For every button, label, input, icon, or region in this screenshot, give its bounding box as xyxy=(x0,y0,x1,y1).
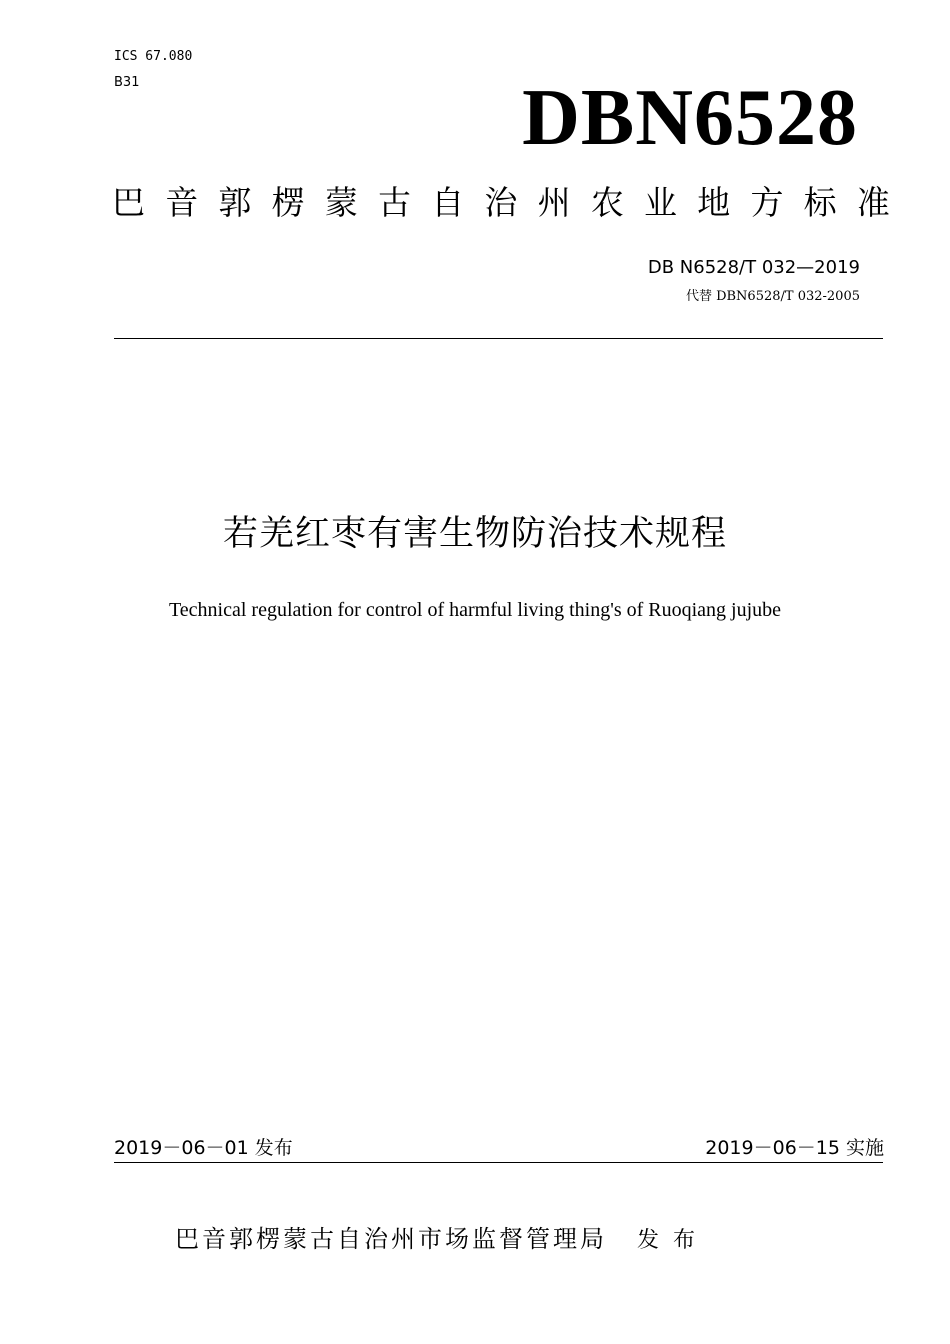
issue-label: 发布 xyxy=(637,1228,710,1253)
replaces-standard: 代替 DBN6528/T 032-2005 xyxy=(685,289,860,304)
standard-type-char: 治 xyxy=(484,183,518,222)
standard-type-char: 准 xyxy=(856,183,890,222)
title-chinese: 若羌红枣有害生物防治技术规程 xyxy=(222,514,727,554)
standard-type-char: 业 xyxy=(644,183,678,222)
issuing-authority: 巴音郭楞蒙古自治州市场监督管理局 xyxy=(175,1225,607,1253)
ccs-code: B31 xyxy=(114,75,140,90)
standard-type-char: 方 xyxy=(750,183,784,222)
issuer-block xyxy=(175,1227,709,1252)
standard-type-char: 古 xyxy=(378,183,412,222)
standard-type-char: 音 xyxy=(165,183,199,222)
standard-type-char: 郭 xyxy=(218,183,252,222)
standard-type-char: 标 xyxy=(803,183,837,222)
title-english: Technical regulation for control of harmful living thing's of Ruoqiang jujube xyxy=(168,599,782,621)
standard-type-char: 农 xyxy=(590,183,624,222)
implementation-date: 2019－06－15 实施 xyxy=(705,1137,884,1159)
standard-type-heading xyxy=(112,183,890,222)
standard-type-char: 楞 xyxy=(271,183,305,222)
standard-type-char: 自 xyxy=(431,183,465,222)
issue-date: 2019－06－01 发布 xyxy=(114,1137,293,1159)
footer-divider xyxy=(114,1162,883,1163)
standard-type-char: 地 xyxy=(697,183,731,222)
standard-type-char: 州 xyxy=(537,183,571,222)
standard-type-char: 巴 xyxy=(112,183,145,222)
standard-number: DB N6528/T 032—2019 xyxy=(647,257,860,278)
ics-code: ICS 67.080 xyxy=(114,49,193,64)
header-divider xyxy=(114,338,883,339)
standard-type-char: 蒙 xyxy=(324,183,358,222)
standard-code-logo: DBN6528 xyxy=(522,74,858,162)
